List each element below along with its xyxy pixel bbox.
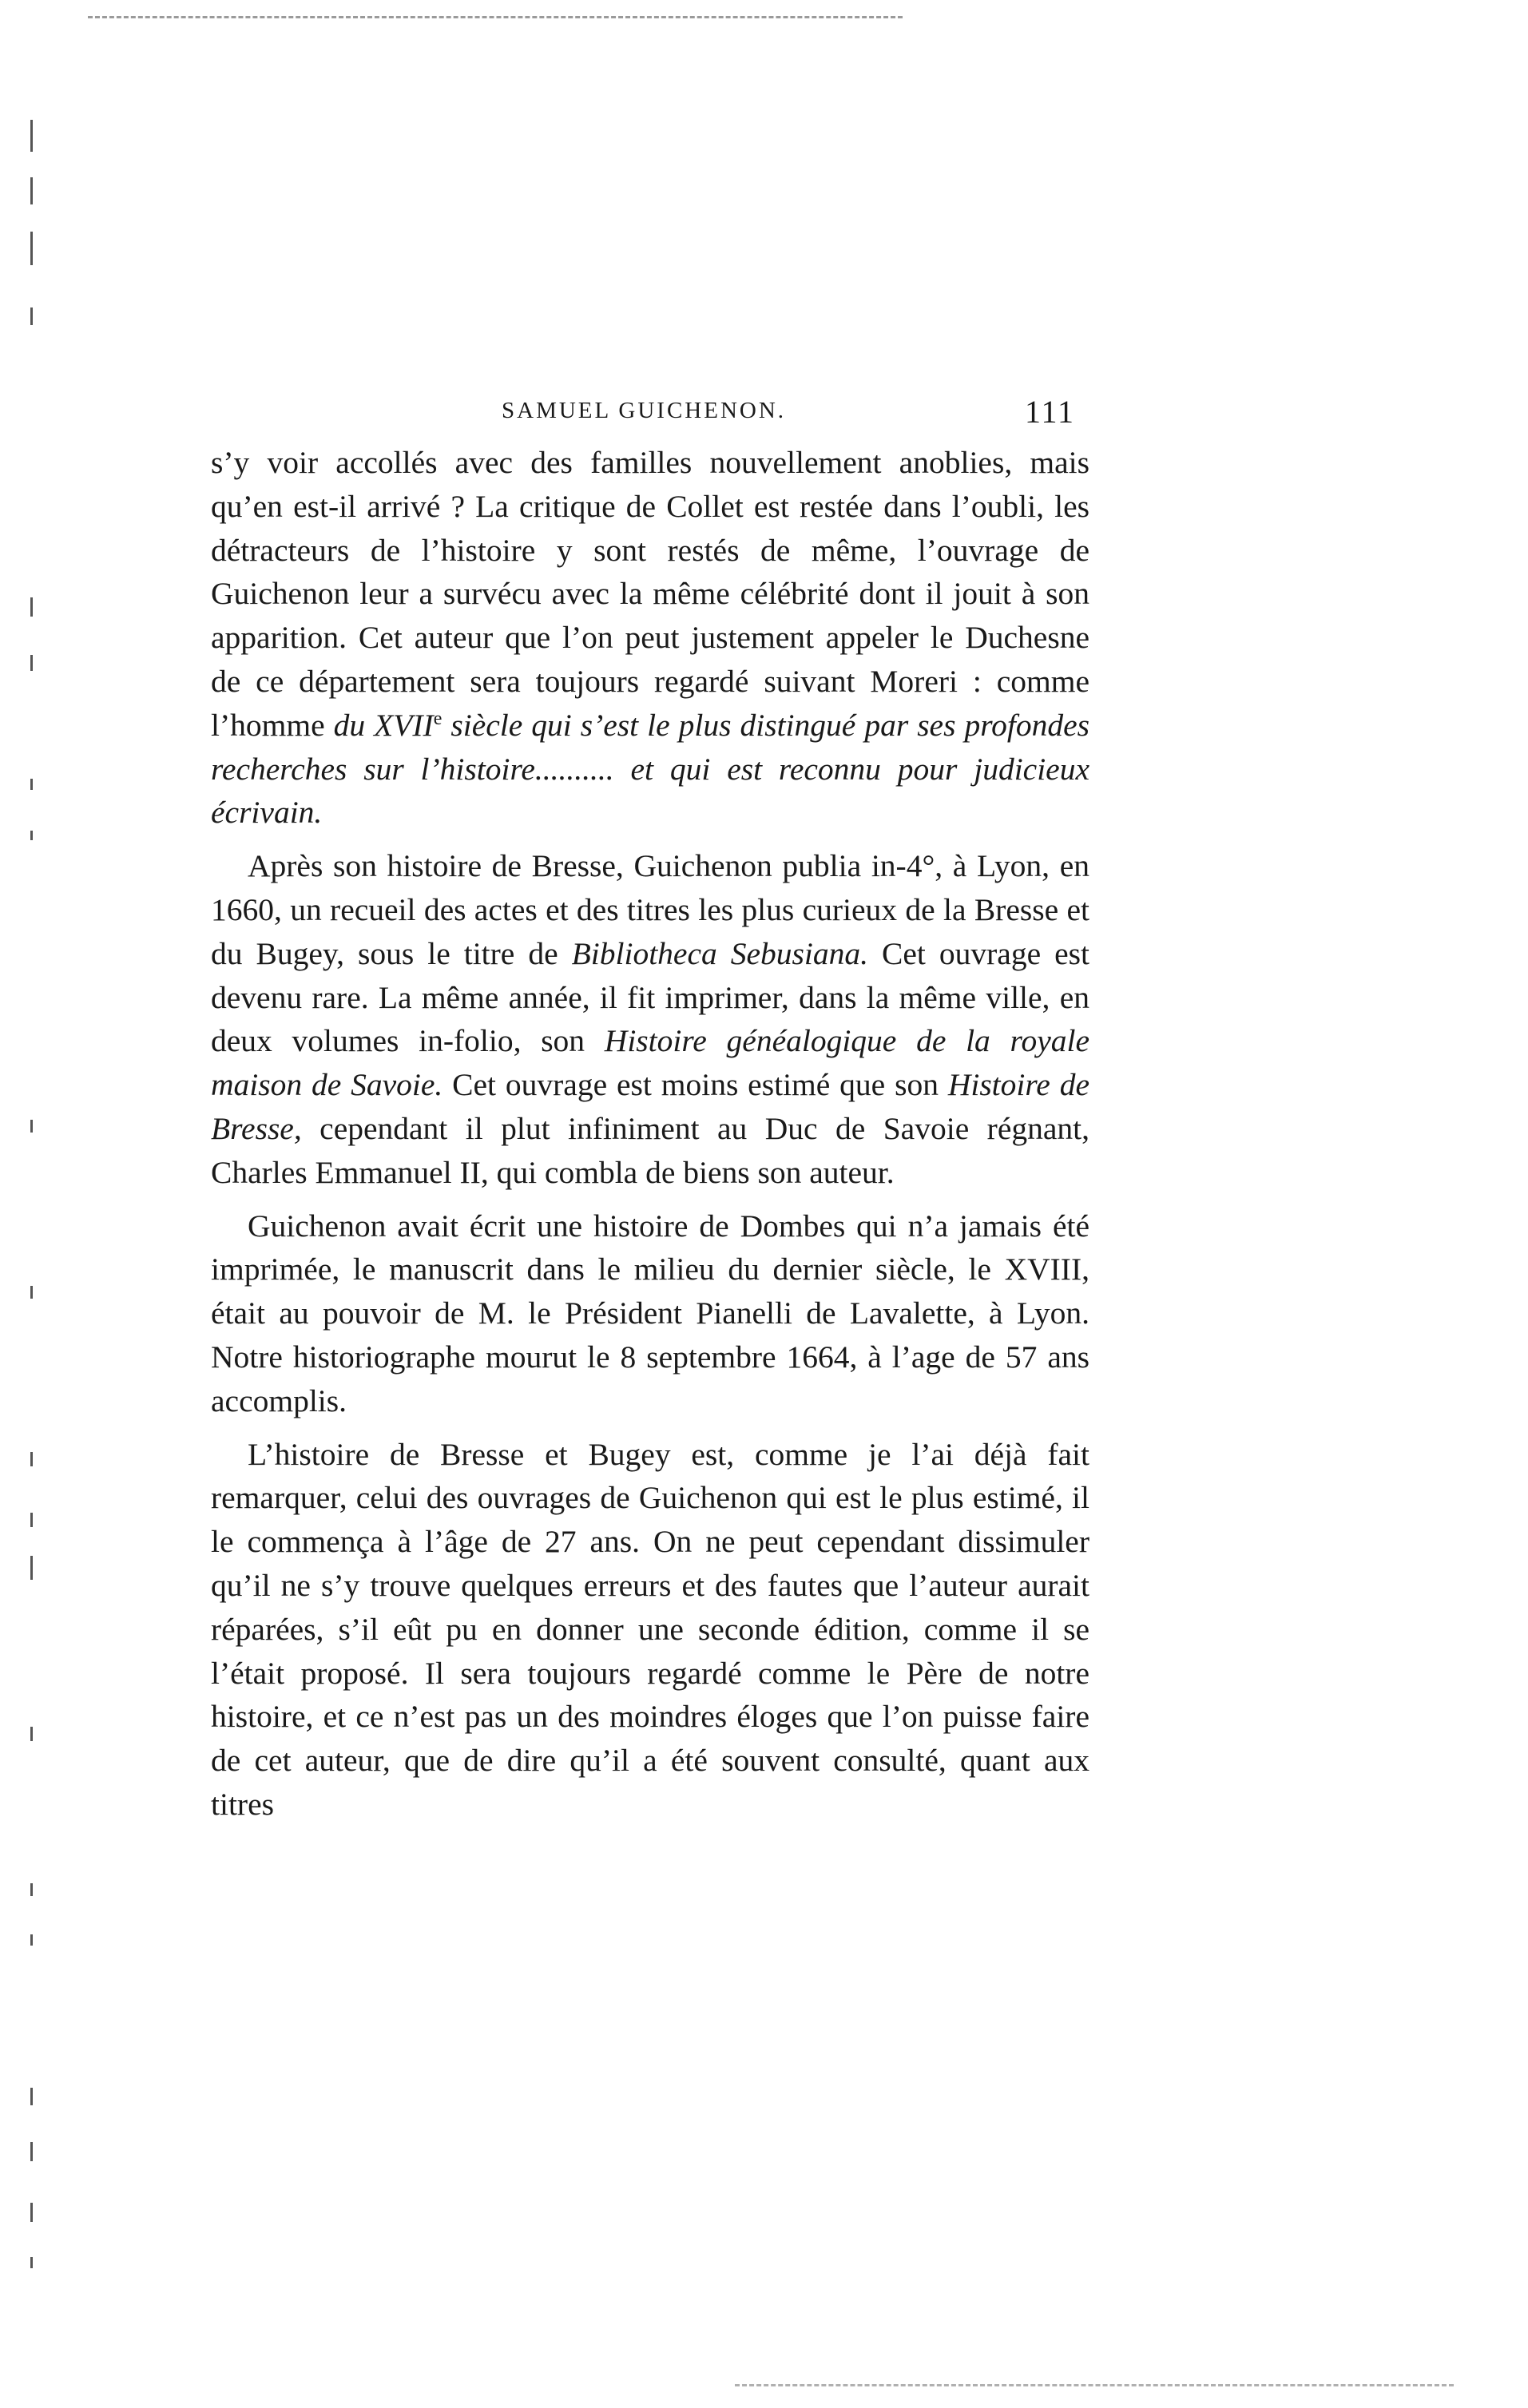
scan-margin-marks [30,0,37,2408]
margin-mark [30,655,33,671]
italic-run: Histoire de Bresse, [211,1067,1089,1146]
margin-mark [30,1513,33,1527]
margin-mark [30,1286,33,1299]
margin-mark [30,1556,33,1580]
running-head [211,393,1089,441]
margin-mark [30,2257,33,2268]
text-run: cependant il plut infiniment au Duc de Savoie régnant, Charles Emmanuel II, qui combla de biens son auteur. [211,1110,1089,1190]
paragraph: Guichenon avait écrit une histoire de Dombes qui n’a jamais été imprimée, le manuscrit dans le milieu du dernier siècle, le XVIII, était au pouvoir de M. le Président Pianelli de Lavalette, à Lyon. Notre historiographe mourut le 8 septembre 1664, à l’age de 57 ans accomplis. [211,1208,1089,1418]
italic-run: siècle qui s’est le plus distingué par ses profondes recherches sur l’histoire.......... et qui est reconnu pour judicieux écrivain. [211,707,1089,831]
paragraph-continuation [211,441,1089,835]
text-run: Cet ouvrage est devenu rare. La même année, il fit imprimer, dans la même ville, en deux volumes in-folio, son [211,935,1089,1059]
margin-mark [30,2203,33,2222]
margin-mark [30,597,33,617]
margin-mark [30,307,33,325]
italic-run: Bibliotheca Sebusiana. [571,935,869,971]
margin-mark [30,177,33,204]
body-text [211,441,1089,1827]
text-run: Après son histoire de Bresse, Guichenon publia in-4°, à Lyon, en 1660, un recueil des actes et des titres les plus curieux de la Bresse et du Bugey, sous le titre de [211,848,1089,971]
text-run: s’y voir accollés avec des familles nouvellement anoblies, mais qu’en est-il arrivé ? La critique de Collet est restée dans l’oubli, les détracteurs de l’histoire y sont restés de même, l’ouvrage de Guichenon leur a survécu avec la même célébrité dont il jouit à son apparition. Cet auteur que l’on peut justement appeler le Duchesne de ce département sera toujours regardé suivant Moreri : comme l’homme [211,445,1089,743]
italic-run: Histoire généalogique de la royale maison de Savoie. [211,1023,1089,1103]
paragraph: L’histoire de Bresse et Bugey est, comme je l’ai déjà fait remarquer, celui des ouvrages de Guichenon qui est le plus estimé, il le commença à l’âge de 27 ans. On ne peut cependant dissimuler qu’il ne s’y trouve quelques erreurs et des fautes que l’auteur aurait réparées, s’il eût pu en donner une seconde édition, comme il se l’était proposé. Il sera toujours regardé comme le Père de notre histoire, et ce n’est pas un des moindres éloges que l’on puisse faire de cet auteur, que de dire qu’il a été souvent consulté, quant aux titres [211,1436,1089,1822]
margin-mark [30,831,33,840]
margin-mark [30,1883,33,1896]
page-number: 111 [1024,394,1075,430]
margin-mark [30,1452,33,1466]
italic-run: du XVII [333,707,434,743]
paragraph [211,844,1089,1194]
margin-mark [30,2142,33,2161]
margin-mark [30,779,33,790]
book-page [211,393,1089,1836]
margin-mark [30,1120,33,1133]
margin-mark [30,232,33,265]
scan-edge-bottom [735,2384,1454,2386]
margin-mark [30,2088,33,2105]
margin-mark [30,1934,33,1946]
text-run: Cet ouvrage est moins estimé que son [443,1067,948,1103]
running-title: SAMUEL GUICHENON. [502,398,787,423]
scan-edge-top [88,16,903,18]
margin-mark [30,1727,33,1741]
superscript-run: e [433,708,443,729]
margin-mark [30,120,33,152]
